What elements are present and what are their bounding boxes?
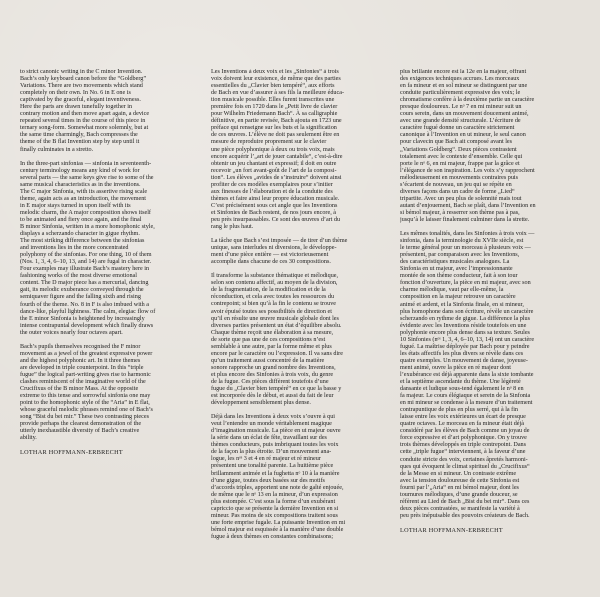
french-signature: LOTHAR HOFFMANN-ERBRECHT (400, 526, 503, 534)
french-paragraph-1: Les Inventions à deux voix et les „Sinfonies“ à trois voix doivent leur existence, de même que des parties essentielles du „Clavier bien tempéré“, aux efforts de Bach en vue d’assurer à ses fils la meilleure éduca- tion musicale possible. Elles furent transcrites une première fois en 1720 dans le „Petit livre de clavier pour Wilhelm Friedemann Bach“. À sa calligraphie définitive, en partie revisée, Bach ajouta en 1723 une préface qui renseigne sur les buts et la signification de ces œuvres. L’élève ne doit pas seulement être en mesure de reproduire proprement sur le clavier une pièce polyphonique à deux ou trois voix, mais encore acquérir l’„art de jouer cantabile“, c’est-à-dire obtenir un jeu chantant et expressif; il doit en outre recevoir „un fort avant-goût de l’art de la composi- tion“. Les élèves „avides de s’instruire“ doivent ainsi profiter de ces modèles exemplaires pour s’initier aux finesses de l’élaboration et de la conduite des thèmes et faire ainsi leur propre éducation musicale. C’est précisément sous cet angle que les Inventions et Sinfonies de Bach restent, de nos jours encore, à peu près insurpassables. Ce sont des œuvres d’art du rang le plus haut. (211, 69, 344, 231)
french-paragraph-2: La tâche que Bach s’est imposée — de tirer d’un thème unique, sans interludes ni diversions, le développe- ment d’une pièce entière — est victorieusement accomplie dans chacune de ces 30 compositions. (211, 238, 348, 266)
english-paragraph-3: Bach’s pupils themselves recognised the F minor movement as a jewel of the greatest expressive power and the highest polyphonic art. In it three themes are developed in triple counterpoint. In this “triple fugue” the logical part-writing gives rise to harmonic clashes reminiscent of the imaginative world of the Crucifixus of the B minor Mass. At the opposite extreme to this tense and sorrowful sinfonia one may point to the homophonic style of the “Aria” in E flat, whose graceful melodic phrases remind one of Bach’s song “Bist du bei mir.” These two contrasting pieces provide perhaps the clearest demonstration of the utterly inexhaustible diversity of Bach’s creative ability. (20, 343, 153, 442)
english-paragraph-1: to strict canonic writing in the C minor Invention. Bach’s only keyboard canon before the “Goldberg” Variations. There are two movements which stand completely on their own. In No. 6 in E one is captivated by the graceful, elegant inventiveness. Here the parts are drawn tunefully together in contrary motion and then move apart again, a device repeated several times in the course of this piece in ternary song-form. Somewhat more solemnly, but at the same time charmingly, Bach compresses the theme of the B flat Invention step by step until it finally culminates in a stretto. (20, 69, 150, 153)
english-signature: LOTHAR HOFFMANN-ERBRECHT (20, 449, 123, 457)
english-paragraph-2: In the three-part sinfonias — sinfonia in seventeenth- century terminology means any kind of work for several parts — the same keys give rise to some of the same musical characteristics as in the inventions. The C major Sinfonia, with its assertive rising scale theme, again acts as an introduction, the movement in E major stays turned in upon itself with its melodic charm, the A major composition shows itself to be animated and fiery once again, and the final B minor Sinfonia, written in a more homophonic style, displays a scherzando character in gigue rhythm. The most striking difference between the sinfonias and inventions lies in the more concentrated polyphony of the sinfonias. For one thing, 10 of them (Nos. 1, 3, 4, 6–10, 13, and 14) are fugal in character. Four examples may illustrate Bach’s mastery here in fashioning works of the most diverse emotional content. The D major piece has a mercurial, dancing gait, its melodic exuberance conveyed through the semiquaver figure and the falling sixth and rising fourth of the theme. No. 8 in F is also imbued with a dance-like, playful lightness. The calm, elegiac flow of the E minor Sinfonia is heightened by increasingly intense contrapuntal development which finally draws the outer voices nearly four octaves apart. (20, 160, 156, 336)
french-paragraph-5: plus brillante encore est la 12e en la majeur, offrant des exigences techniques accrues. Les morceaux en fa mineur et en sol mineur se distinguent par une conduite particulièrement expressive des voix; le chromatisme confère à la deuxième partie un caractère presque douloureux. Le nᵒ 7 en mi mineur suit un cours serein, dans un mouvement doucement animé, avec une grande densité structurale. L’écriture de caractère fugué donne un caractère strictement canonique à l’Invention en ut mineur, le seul canon pour clavecin que Bach ait composé avant les „Variations Goldberg“. Deux pièces contrastent totalement avec le contexte d’ensemble. Celle qui porte le nᵒ 6, en mi majeur, frappe par la grâce et l’élégance de son inspiration. Les voix s’y rapprochent mélodieusement en mouvements contraires puis s’écartent de nouveau, un jeu qui se répète en diverses façons dans un cadre de forme „Lied“ tripartite. Avec un peu plus de solennité mais tout autant d’enjouement, Bach se plaît, dans l’Invention en si bémol majeur, à resserrer son thème pas à pas, jusqu’à le laisser finalement culminer dans la strette. (400, 69, 536, 223)
english-column (20, 69, 190, 539)
french-column-1 (211, 69, 381, 581)
french-paragraph-6: Les mêmes tonalités, dans les Sinfonies à trois voix — sinfonia, dans la terminologie du XVIIe siècle, est le terme général pour un morceau à plusieurs voix — présentent, par comparaison avec les Inventions, des caractéristiques musicales analogues. La Sinfonia en ut majeur, avec l’impressionnante montée de son thème conducteur, fait à son tour fonction d’ouverture, la pièce en mi majeur, avec son charme mélodique, vaut par elle-même, la composition en la majeur retrouve un caractère animé et ardent, et la Sinfonia finale, en si mineur, plus homophone dans son écriture, révèle un caractère scherzando en rythme de gigue. La différence la plus évidente avec les Inventions réside toutefois en une polyphonie encore plus dense dans sa texture. Seules 10 Sinfonies (nᵒˢ 1, 3, 4, 6–10, 13, 14) ont un caractère fugué. La maîtrise déployée par Bach pour y peindre les états affectifs les plus divers se révèle dans ces quatre exemples. Un mouvement de danse, joyeuse- ment animé, ouvre la pièce en ré majeur dont l’exubérance est déjà apparente dans la sixte tombante et la septième ascendante du thème. Une légèreté dansante et ludique sous-tend également le nᵒ 8 en fa majeur. Le cours élégiaque et serein de la Sinfonia en mi mineur se condense à la mesure d’un traitement contrapuntique de plus en plus serré, qui à la fin laisse entre les voix extérieures un écart de presque quatre octaves. Le morceau en fa mineur était déjà considéré par les élèves de Bach comme un joyau de force expressive et d’art polyphonique. On y trouve trois thèmes développés en triple contrepoint. Dans cette „triple fugue“ interviennent, à la faveur d’une conduite stricte des voix, certaines âpretés harmoni- ques qui évoquent le climat spirituel du „Crucifixus“ de la Messe en si mineur. Un contraste extrême avec la tension douloureuse de cette Sinfonia est fourni par l’„Aria“ en mi bémol majeur, dont les tournures mélodiques, d’une grande douceur, se réfèrent au Lied de Bach „Bist du bei mir“. Dans ces deux pièces contrastées, se manifeste la variété à peu près inépuisable des pouvoirs créateurs de Bach. (400, 231, 535, 519)
french-paragraph-4: Déjà dans les Inventions à deux voix s’ouvre à qui veut l’entendre un monde véritablement magique d’imagination musicale. La pièce en ut majeur ouvre la série dans un éclat de fête, travaillant sur des thèmes conducteurs, puis imbriquant toutes les voix de la façon la plus étroite. D’un mouvement ana- logue, les nᵒˢ 3 et 4 en ré majeur et ré mineur présentent une tonalité parente. La huitième pièce brillamment animée et la fughetta nᵒ 10 à la manière d’une gigue, toutes deux basées sur des motifs d’accords triples, apportent une note de gaîté enjouée, de même que le nᵒ 13 en la mineur, d’un expression plus estompée. C’est sous la forme d’un exubérant capriccio que se présente la dernière Invention en si mineur. Pas moins de six compositions traitent sous une forte emprise fugale. La puissante Invention en mi bémol majeur est esquissée à la manière d’une double fugue à deux thèmes en constantes combinaisons; (211, 414, 346, 540)
french-column-2 (400, 69, 570, 581)
french-paragraph-3: Il transforme la substance thématique et mélodique, selon son contenu affectif, au moyen de la division, de la fragmentation, de la modification et de la réconduction, et cela avec toutes les ressources du contrepoint; si bien qu’à la fin le contenu se trouve avoir épuisé toutes ses possibilités de direction et qu’il en résulte une œuvre musicale globale dont les diverses parties présentent un état d’équilibre absolu. Chaque thème reçoit une élaboration à sa mesure, de sorte que pas une de ces compositions n’est semblable à une autre, par la forme même et plus encore par le caractère ou l’expression. Il va sans dire qu’un traitement aussi concentré de la matière sonore rapproche un grand nombre des Inventions, et plus encore des Sinfonies à trois voix, du genre de la fugue. Ces pièces diffèrent toutefois d’une fugue du „Clavier bien tempéré“ en ce que la basse y est incorporée dès le début, et aussi du fait de leur développement sensiblement plus dense. (211, 273, 343, 407)
